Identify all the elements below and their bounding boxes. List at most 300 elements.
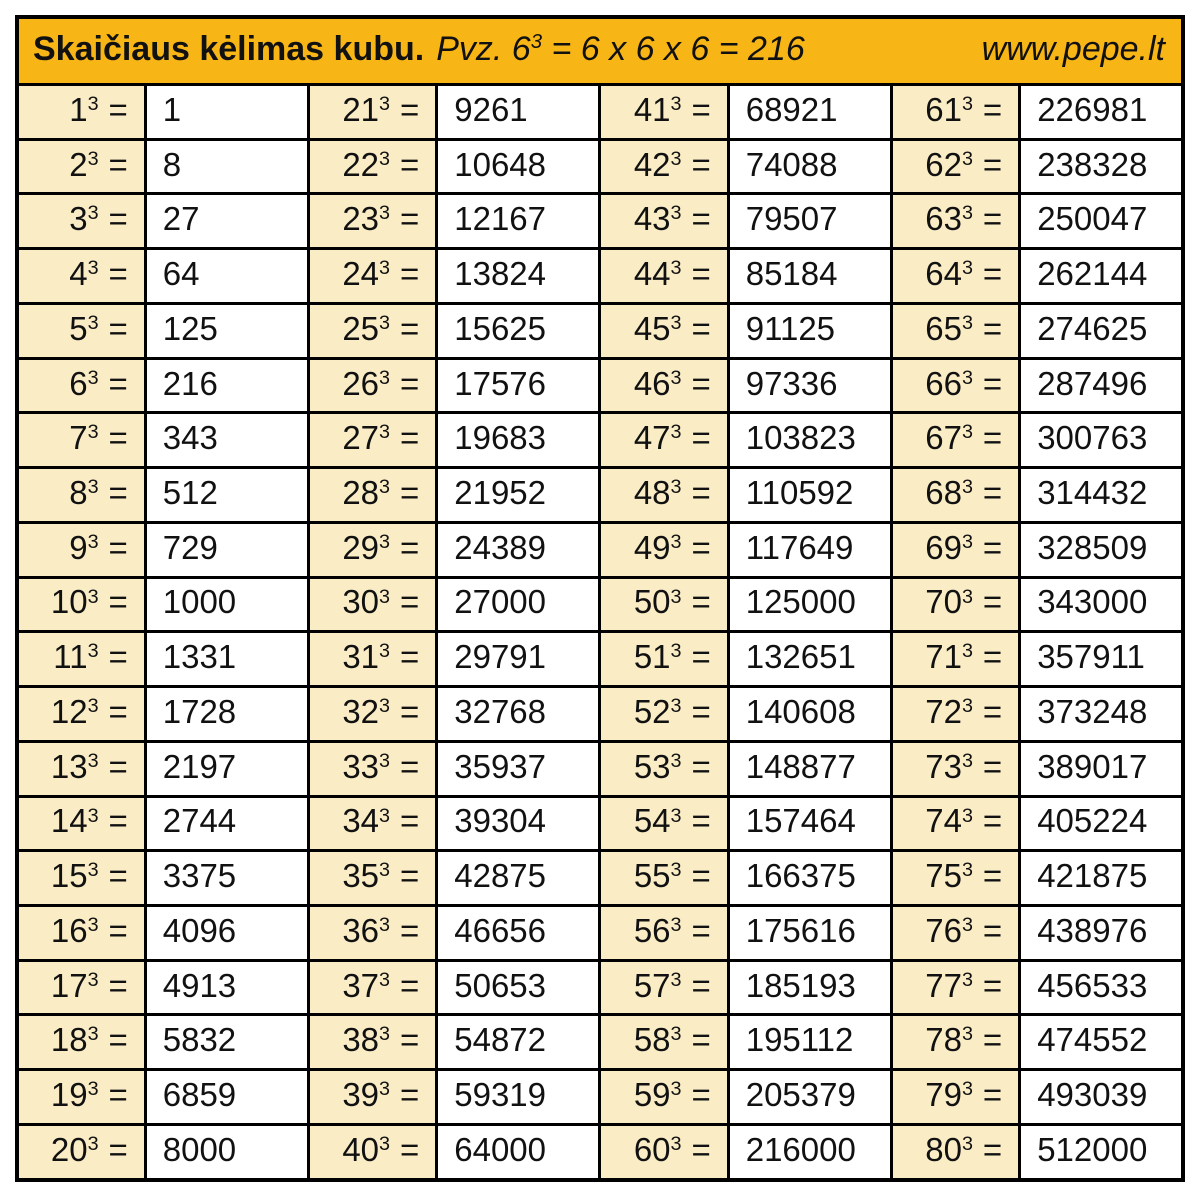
cube-value-cell: 438976 xyxy=(1020,906,1183,961)
cube-value-cell: 1331 xyxy=(145,632,308,687)
cube-label-cell xyxy=(600,577,728,632)
cube-value-cell: 474552 xyxy=(1020,1015,1183,1070)
cube-exponent: 3 xyxy=(670,366,682,389)
equals-sign: = xyxy=(982,966,1003,1004)
cube-value-cell: 5832 xyxy=(145,1015,308,1070)
equals-sign: = xyxy=(399,419,420,457)
equals-sign: = xyxy=(982,90,1003,128)
cube-value-cell: 314432 xyxy=(1020,468,1183,523)
equals-sign: = xyxy=(108,1130,128,1168)
cube-value-cell: 17576 xyxy=(437,358,600,413)
cube-exponent: 3 xyxy=(379,530,391,553)
table-row xyxy=(17,194,1183,249)
cube-base: 76 xyxy=(925,911,963,949)
equals-sign: = xyxy=(691,1021,711,1059)
equals-sign: = xyxy=(399,200,420,238)
cube-base: 67 xyxy=(925,419,963,457)
cube-exponent: 3 xyxy=(962,640,974,663)
equals-sign: = xyxy=(982,911,1003,949)
cube-exponent: 3 xyxy=(670,421,682,444)
cube-label-cell xyxy=(308,303,436,358)
cube-label-cell xyxy=(891,1070,1019,1125)
cube-label-cell xyxy=(891,851,1019,906)
cube-value-cell: 195112 xyxy=(728,1015,891,1070)
cube-value-cell: 166375 xyxy=(728,851,891,906)
equals-sign: = xyxy=(691,802,711,840)
table-row xyxy=(17,358,1183,413)
equals-sign: = xyxy=(691,1076,711,1114)
cube-base: 48 xyxy=(633,474,671,511)
cube-value-cell: 512 xyxy=(145,468,308,523)
equals-sign: = xyxy=(108,90,128,128)
cube-value-cell: 117649 xyxy=(728,522,891,577)
equals-sign: = xyxy=(691,90,711,128)
equals-sign: = xyxy=(982,474,1003,511)
website-url: www.pepe.lt xyxy=(981,29,1165,68)
cube-base: 57 xyxy=(633,966,671,1004)
cube-label-cell xyxy=(308,577,436,632)
cube-base: 47 xyxy=(633,419,671,457)
cube-value-cell: 12167 xyxy=(437,194,600,249)
equals-sign: = xyxy=(399,583,420,621)
cube-label-cell xyxy=(17,358,145,413)
cube-label-cell xyxy=(891,303,1019,358)
cube-exponent: 3 xyxy=(962,311,974,334)
cube-label-cell xyxy=(891,687,1019,742)
table-row xyxy=(17,1124,1183,1180)
cube-exponent: 3 xyxy=(379,1023,391,1046)
equals-sign: = xyxy=(982,309,1003,347)
cube-value-cell: 140608 xyxy=(728,687,891,742)
equals-sign: = xyxy=(399,1076,420,1114)
equals-sign: = xyxy=(691,255,711,293)
cube-base: 11 xyxy=(53,638,88,676)
table-row xyxy=(17,413,1183,468)
equals-sign: = xyxy=(108,857,128,895)
cube-exponent: 3 xyxy=(87,1023,99,1046)
cube-value-cell: 238328 xyxy=(1020,139,1183,194)
equals-sign: = xyxy=(108,1076,128,1114)
cube-exponent: 3 xyxy=(670,749,682,772)
cube-label-cell xyxy=(308,468,436,523)
cube-label-cell xyxy=(308,249,436,304)
table-row xyxy=(17,1015,1183,1070)
cube-value-cell: 6859 xyxy=(145,1070,308,1125)
equals-sign: = xyxy=(982,255,1003,293)
table-row xyxy=(17,303,1183,358)
cube-base: 46 xyxy=(633,364,671,402)
cube-value-cell: 175616 xyxy=(728,906,891,961)
cube-base: 15 xyxy=(50,857,88,895)
cube-exponent: 3 xyxy=(962,585,974,608)
cube-exponent: 3 xyxy=(379,695,391,718)
cube-exponent: 3 xyxy=(670,1023,682,1046)
cube-exponent: 3 xyxy=(87,640,99,663)
title-row xyxy=(17,17,1183,85)
cube-value-cell: 132651 xyxy=(728,632,891,687)
equals-sign: = xyxy=(108,145,128,183)
cube-base: 39 xyxy=(342,1076,380,1114)
table-row xyxy=(17,468,1183,523)
cube-label-cell xyxy=(308,194,436,249)
cube-base: 21 xyxy=(342,90,380,128)
cube-base: 12 xyxy=(50,692,88,730)
cube-base: 7 xyxy=(69,419,88,457)
cube-value-cell: 389017 xyxy=(1020,741,1183,796)
cube-exponent: 3 xyxy=(962,1078,974,1101)
cube-value-cell: 216 xyxy=(145,358,308,413)
cube-exponent: 3 xyxy=(670,257,682,280)
cube-base: 9 xyxy=(69,528,88,566)
cube-exponent: 3 xyxy=(87,476,99,499)
cube-table xyxy=(15,15,1185,1182)
equals-sign: = xyxy=(399,90,420,128)
cube-label-cell xyxy=(308,906,436,961)
cube-exponent: 3 xyxy=(670,311,682,334)
table-row xyxy=(17,249,1183,304)
cube-value-cell: 343000 xyxy=(1020,577,1183,632)
cube-label-cell xyxy=(600,85,728,140)
cube-base: 13 xyxy=(50,747,88,785)
cube-value-cell: 729 xyxy=(145,522,308,577)
cube-base: 58 xyxy=(633,1021,671,1059)
cube-value-cell: 97336 xyxy=(728,358,891,413)
cube-value-cell: 226981 xyxy=(1020,85,1183,140)
cube-exponent: 3 xyxy=(670,585,682,608)
cube-label-cell xyxy=(17,303,145,358)
cube-value-cell: 216000 xyxy=(728,1124,891,1180)
cube-exponent: 3 xyxy=(87,1133,99,1156)
cube-label-cell xyxy=(17,1015,145,1070)
cube-exponent: 3 xyxy=(962,1023,974,1046)
cube-exponent: 3 xyxy=(670,859,682,882)
cube-base: 33 xyxy=(342,747,380,785)
equals-sign: = xyxy=(108,309,128,347)
cube-base: 17 xyxy=(50,966,88,1004)
equals-sign: = xyxy=(982,583,1003,621)
cube-value-cell: 9261 xyxy=(437,85,600,140)
equals-sign: = xyxy=(982,419,1003,457)
cube-base: 18 xyxy=(50,1021,88,1059)
cube-base: 49 xyxy=(633,528,671,566)
equals-sign: = xyxy=(399,638,420,676)
cube-base: 28 xyxy=(342,474,380,511)
cube-label-cell xyxy=(891,741,1019,796)
cube-base: 52 xyxy=(633,692,671,730)
cube-value-cell: 300763 xyxy=(1020,413,1183,468)
cube-base: 54 xyxy=(633,802,671,840)
cube-base: 31 xyxy=(342,638,380,676)
cube-exponent: 3 xyxy=(962,695,974,718)
cube-label-cell xyxy=(891,85,1019,140)
equals-sign: = xyxy=(108,911,128,949)
cube-base: 59 xyxy=(633,1076,671,1114)
equals-sign: = xyxy=(399,802,420,840)
cube-label-cell xyxy=(308,632,436,687)
equals-sign: = xyxy=(108,802,128,840)
cube-exponent: 3 xyxy=(379,366,391,389)
cube-exponent: 3 xyxy=(87,530,99,553)
cube-value-cell: 54872 xyxy=(437,1015,600,1070)
cube-value-cell: 27000 xyxy=(437,577,600,632)
cube-base: 23 xyxy=(342,200,380,238)
cube-exponent: 3 xyxy=(87,147,99,170)
cube-base: 34 xyxy=(342,802,380,840)
cube-base: 30 xyxy=(342,583,380,621)
cube-base: 61 xyxy=(925,90,963,128)
cube-base: 53 xyxy=(633,747,671,785)
cube-base: 65 xyxy=(925,309,963,347)
cube-label-cell xyxy=(891,249,1019,304)
cube-exponent: 3 xyxy=(379,202,391,225)
cube-label-cell xyxy=(600,413,728,468)
cube-base: 22 xyxy=(342,145,380,183)
cube-exponent: 3 xyxy=(962,749,974,772)
cube-exponent: 3 xyxy=(962,202,974,225)
cube-value-cell: 405224 xyxy=(1020,796,1183,851)
cube-base: 25 xyxy=(342,309,380,347)
cube-label-cell xyxy=(17,85,145,140)
cube-label-cell xyxy=(308,687,436,742)
cube-base: 72 xyxy=(925,692,963,730)
cube-value-cell: 91125 xyxy=(728,303,891,358)
cube-label-cell xyxy=(17,522,145,577)
cube-label-cell xyxy=(17,1070,145,1125)
cube-value-cell: 39304 xyxy=(437,796,600,851)
table-row xyxy=(17,632,1183,687)
cube-base: 14 xyxy=(50,802,88,840)
equals-sign: = xyxy=(691,145,711,183)
equals-sign: = xyxy=(982,1076,1003,1114)
equals-sign: = xyxy=(691,583,711,621)
cube-label-cell xyxy=(891,632,1019,687)
cube-label-cell xyxy=(17,1124,145,1180)
cube-value-cell: 287496 xyxy=(1020,358,1183,413)
cube-value-cell: 373248 xyxy=(1020,687,1183,742)
cube-label-cell xyxy=(891,796,1019,851)
equals-sign: = xyxy=(399,911,420,949)
cube-exponent: 3 xyxy=(87,968,99,991)
cube-exponent: 3 xyxy=(379,1078,391,1101)
equals-sign: = xyxy=(691,528,711,566)
equals-sign: = xyxy=(982,145,1003,183)
cube-label-cell xyxy=(891,522,1019,577)
table-row xyxy=(17,85,1183,140)
cube-label-cell xyxy=(891,1124,1019,1180)
cube-value-cell: 2197 xyxy=(145,741,308,796)
cube-value-cell: 74088 xyxy=(728,139,891,194)
cube-label-cell xyxy=(891,906,1019,961)
cube-value-cell: 68921 xyxy=(728,85,891,140)
cube-value-cell: 19683 xyxy=(437,413,600,468)
equals-sign: = xyxy=(399,528,420,566)
cube-exponent: 3 xyxy=(670,476,682,499)
cube-label-cell xyxy=(308,1124,436,1180)
cube-base: 43 xyxy=(633,200,671,238)
cube-label-cell xyxy=(600,139,728,194)
cube-base: 27 xyxy=(342,419,380,457)
cube-label-cell xyxy=(600,194,728,249)
cube-exponent: 3 xyxy=(962,968,974,991)
cube-exponent: 3 xyxy=(962,914,974,936)
cube-exponent: 3 xyxy=(962,92,974,115)
cube-exponent: 3 xyxy=(87,257,99,280)
cube-base: 36 xyxy=(342,911,380,949)
cube-label-cell xyxy=(17,796,145,851)
cube-label-cell xyxy=(17,194,145,249)
cube-base: 6 xyxy=(69,364,88,402)
cube-label-cell xyxy=(600,249,728,304)
cube-base: 5 xyxy=(69,309,88,347)
cube-label-cell xyxy=(600,468,728,523)
cube-label-cell xyxy=(600,303,728,358)
cube-value-cell: 32768 xyxy=(437,687,600,742)
cube-label-cell xyxy=(308,139,436,194)
cube-value-cell: 42875 xyxy=(437,851,600,906)
equals-sign: = xyxy=(399,747,420,785)
cube-base: 71 xyxy=(925,638,963,676)
cube-value-cell: 185193 xyxy=(728,960,891,1015)
equals-sign: = xyxy=(982,857,1003,895)
cube-label-cell xyxy=(600,632,728,687)
cube-exponent: 3 xyxy=(87,366,99,389)
cube-value-cell: 157464 xyxy=(728,796,891,851)
cube-label-cell xyxy=(17,577,145,632)
cube-value-cell: 103823 xyxy=(728,413,891,468)
cube-base: 32 xyxy=(342,692,380,730)
cube-exponent: 3 xyxy=(87,92,99,115)
cube-exponent: 3 xyxy=(379,585,391,608)
cube-base: 75 xyxy=(925,857,963,895)
cube-exponent: 3 xyxy=(962,421,974,444)
cube-label-cell xyxy=(308,1015,436,1070)
equals-sign: = xyxy=(108,638,128,676)
equals-sign: = xyxy=(691,1130,711,1168)
cube-value-cell: 21952 xyxy=(437,468,600,523)
cube-base: 45 xyxy=(633,309,671,347)
cube-exponent: 3 xyxy=(379,640,391,663)
cube-label-cell xyxy=(600,796,728,851)
cube-exponent: 3 xyxy=(379,1133,391,1156)
table-row xyxy=(17,577,1183,632)
cube-exponent: 3 xyxy=(670,92,682,115)
cube-label-cell xyxy=(891,194,1019,249)
cube-label-cell xyxy=(308,796,436,851)
equals-sign: = xyxy=(108,966,128,1004)
equals-sign: = xyxy=(691,364,711,402)
equals-sign: = xyxy=(982,638,1003,676)
cube-label-cell xyxy=(308,85,436,140)
equals-sign: = xyxy=(982,1130,1003,1168)
cube-label-cell xyxy=(17,906,145,961)
cube-base: 51 xyxy=(633,638,671,676)
cube-label-cell xyxy=(17,741,145,796)
equals-sign: = xyxy=(108,1021,128,1059)
cube-base: 68 xyxy=(925,474,963,511)
cube-label-cell xyxy=(891,413,1019,468)
cube-value-cell: 2744 xyxy=(145,796,308,851)
cube-base: 69 xyxy=(925,528,963,566)
cube-label-cell xyxy=(600,522,728,577)
equals-sign: = xyxy=(982,692,1003,730)
cube-label-cell xyxy=(891,139,1019,194)
cube-exponent: 3 xyxy=(379,859,391,882)
cube-value-cell: 46656 xyxy=(437,906,600,961)
cube-value-cell: 250047 xyxy=(1020,194,1183,249)
cube-base: 26 xyxy=(342,364,380,402)
table-row xyxy=(17,741,1183,796)
equals-sign: = xyxy=(982,1021,1003,1059)
cube-base: 44 xyxy=(633,255,671,293)
cube-exponent: 3 xyxy=(87,585,99,608)
cube-value-cell: 512000 xyxy=(1020,1124,1183,1180)
equals-sign: = xyxy=(108,419,128,457)
equals-sign: = xyxy=(691,747,711,785)
cube-exponent: 3 xyxy=(670,530,682,553)
equals-sign: = xyxy=(399,1021,420,1059)
cube-exponent: 3 xyxy=(87,202,99,225)
cube-base: 55 xyxy=(633,857,671,895)
equals-sign: = xyxy=(399,966,420,1004)
cube-value-cell: 15625 xyxy=(437,303,600,358)
table-row xyxy=(17,796,1183,851)
cube-exponent: 3 xyxy=(962,147,974,170)
cube-value-cell: 262144 xyxy=(1020,249,1183,304)
cube-base: 50 xyxy=(633,583,671,621)
equals-sign: = xyxy=(399,255,420,293)
cube-exponent: 3 xyxy=(962,530,974,553)
cube-exponent: 3 xyxy=(670,804,682,827)
cube-exponent: 3 xyxy=(379,421,391,444)
cube-value-cell: 125 xyxy=(145,303,308,358)
cube-label-cell xyxy=(17,249,145,304)
cube-exponent: 3 xyxy=(670,695,682,718)
example-suffix: = 6 x 6 x 6 = 216 xyxy=(542,29,805,68)
cube-value-cell: 35937 xyxy=(437,741,600,796)
cube-label-cell xyxy=(600,851,728,906)
equals-sign: = xyxy=(691,200,711,238)
example-prefix: Pvz. 6 xyxy=(436,29,531,68)
cube-value-cell: 10648 xyxy=(437,139,600,194)
cube-base: 42 xyxy=(633,145,671,183)
cube-exponent: 3 xyxy=(962,804,974,827)
equals-sign: = xyxy=(108,255,128,293)
cube-exponent: 3 xyxy=(87,859,99,882)
cube-exponent: 3 xyxy=(670,914,682,936)
cube-label-cell xyxy=(17,960,145,1015)
cube-exponent: 3 xyxy=(379,476,391,499)
cube-label-cell xyxy=(308,413,436,468)
cube-label-cell xyxy=(600,1070,728,1125)
cube-label-cell xyxy=(600,1124,728,1180)
cube-value-cell: 205379 xyxy=(728,1070,891,1125)
equals-sign: = xyxy=(982,747,1003,785)
cube-exponent: 3 xyxy=(379,749,391,772)
equals-sign: = xyxy=(108,583,128,621)
equals-sign: = xyxy=(399,309,420,347)
cube-base: 77 xyxy=(925,966,963,1004)
equals-sign: = xyxy=(399,145,420,183)
cube-value-cell: 357911 xyxy=(1020,632,1183,687)
table-row xyxy=(17,851,1183,906)
equals-sign: = xyxy=(108,528,128,566)
cube-exponent: 3 xyxy=(670,1078,682,1101)
cube-base: 19 xyxy=(50,1076,88,1114)
cube-label-cell xyxy=(308,960,436,1015)
equals-sign: = xyxy=(399,692,420,730)
table-row xyxy=(17,1070,1183,1125)
cube-value-cell: 4913 xyxy=(145,960,308,1015)
